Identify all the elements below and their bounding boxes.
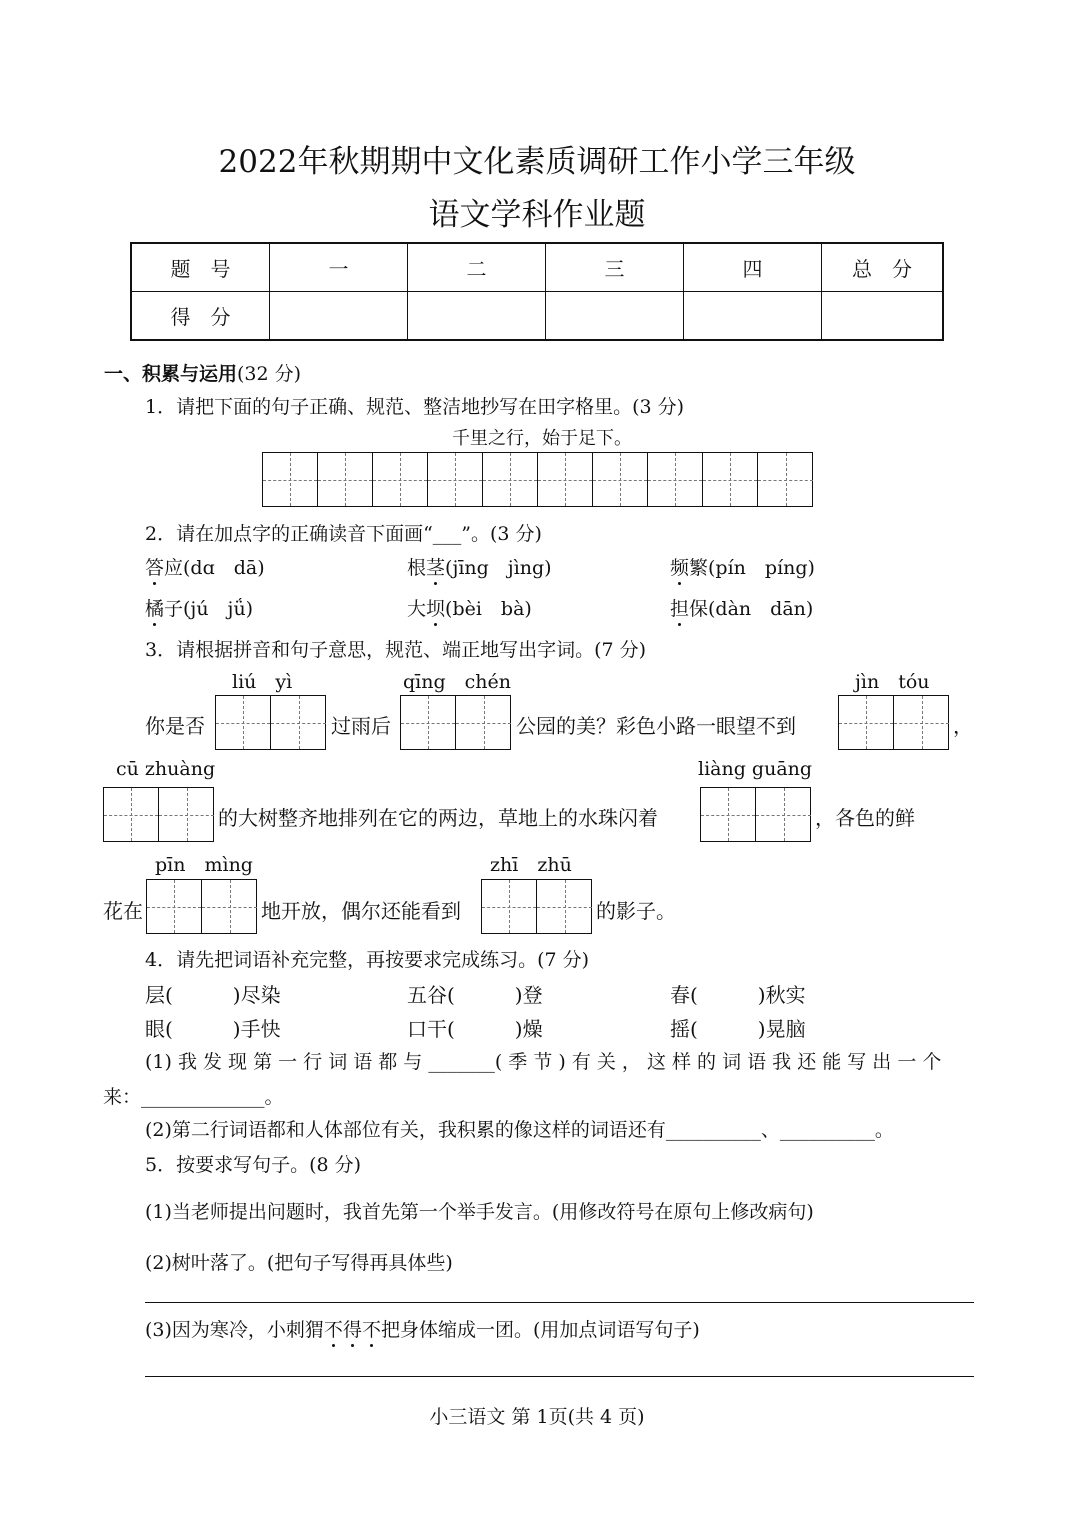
tianzige-cell[interactable]	[703, 453, 758, 506]
question-4-prompt: 4．请先把词语补充完整，再按要求完成练习。(7 分)	[145, 949, 590, 971]
idiom-fill-item[interactable]: 眼( )手快	[145, 1017, 281, 1041]
tianzige-cell[interactable]	[318, 453, 373, 506]
idiom-fill-item[interactable]: 摇( )晃脑	[670, 1017, 806, 1041]
tianzige-cell[interactable]	[216, 696, 271, 749]
dotted-char: 答	[145, 557, 165, 579]
pinyin-label: cū zhuàng	[116, 758, 216, 780]
idiom-fill-item[interactable]: 口干( )燥	[407, 1017, 543, 1041]
choice-pre: 根	[407, 557, 427, 579]
tianzige-cell[interactable]	[271, 696, 326, 749]
pinyin-label: liú yì	[232, 671, 293, 693]
question-5-sub2: (2)树叶落了。(把句子写得再具体些)	[145, 1252, 453, 1274]
choice-pre: 大	[407, 598, 427, 620]
tianzige-cell[interactable]	[147, 880, 202, 933]
choice-post: 繁(pín píng)	[689, 557, 815, 579]
sentence-segment: ，各色的鲜	[815, 806, 915, 830]
sentence-segment: 公园的美？彩色小路一眼望不到	[516, 714, 796, 738]
tianzige-cell[interactable]	[456, 696, 511, 749]
sentence-segment: 过雨后	[331, 714, 391, 738]
page-footer: 小三语文 第 1页(共 4 页)	[429, 1406, 645, 1428]
tianzige-cell[interactable]	[104, 788, 159, 841]
dotted-char: 不	[361, 1319, 381, 1341]
tianzige-cell[interactable]	[483, 453, 538, 506]
tianzige-cell[interactable]	[401, 696, 456, 749]
tianzige-cell[interactable]	[648, 453, 703, 506]
answer-grid-cuzhuang[interactable]	[103, 787, 214, 842]
tianzige-cell[interactable]	[593, 453, 648, 506]
sub3-post: 把身体缩成一团。(用加点词语写句子)	[380, 1319, 700, 1341]
answer-line[interactable]	[145, 1302, 974, 1303]
pinyin-choice-item[interactable]	[407, 553, 552, 580]
page-title-line1: 2022年秋期期中文化素质调研工作小学三年级	[218, 144, 856, 180]
choice-post: 子(jú jǘ)	[164, 598, 254, 620]
sentence-segment: 的大树整齐地排列在它的两边，草地上的水珠闪着	[218, 806, 658, 830]
question-5-prompt: 5．按要求写句子。(8 分)	[145, 1154, 362, 1176]
choice-post: 应(dɑ dā)	[164, 557, 265, 579]
idiom-fill-item[interactable]: 五谷( )登	[407, 983, 543, 1007]
question-1-prompt: 1．请把下面的句子正确、规范、整洁地抄写在田字格里。(3 分)	[145, 396, 685, 418]
tianzige-cell[interactable]	[373, 453, 428, 506]
pinyin-label: zhī zhū	[490, 854, 572, 876]
answer-grid-pinming[interactable]	[146, 879, 257, 934]
pinyin-choice-item[interactable]	[145, 553, 265, 580]
question-4-sub2[interactable]: (2)第二行词语都和人体部位有关，我积累的像这样的词语还有__________、__________。	[145, 1119, 894, 1141]
pinyin-label: pīn mìng	[155, 854, 253, 876]
tianzige-cell[interactable]	[538, 453, 593, 506]
tianzige-cell[interactable]	[202, 880, 257, 933]
pinyin-label: jìn tóu	[855, 671, 930, 693]
score-table-header-cell: 二	[408, 243, 546, 292]
copy-sentence: 千里之行，始于足下。	[452, 428, 632, 449]
score-table-label-cell: 得 分	[131, 292, 270, 341]
tianzige-cell[interactable]	[756, 788, 811, 841]
tianzige-grid-q1[interactable]	[262, 452, 813, 507]
dotted-char: 坝	[426, 598, 446, 620]
question-5-sub3	[145, 1315, 700, 1342]
tianzige-cell[interactable]	[839, 696, 894, 749]
section-heading-score: (32 分)	[237, 363, 302, 385]
score-table-header-row	[131, 243, 943, 292]
question-5-sub1: (1)当老师提出问题时，我首先第一个举手发言。(用修改符号在原句上修改病句)	[145, 1201, 814, 1223]
dotted-char: 不	[323, 1319, 343, 1341]
sub3-pre: (3)因为寒冷，小刺猬	[145, 1319, 324, 1341]
choice-post: (bèi bà)	[445, 598, 532, 620]
answer-grid-qingchen[interactable]	[400, 695, 511, 750]
dotted-char: 橘	[145, 598, 165, 620]
score-table-score-row	[131, 292, 943, 341]
pinyin-choice-item[interactable]	[670, 594, 813, 621]
tianzige-cell[interactable]	[482, 880, 537, 933]
tianzige-cell[interactable]	[263, 453, 318, 506]
pinyin-choice-item[interactable]	[145, 594, 253, 621]
score-table-header-cell: 总 分	[822, 243, 944, 292]
dotted-char: 茎	[426, 557, 446, 579]
pinyin-label: qīng chén	[403, 671, 511, 693]
idiom-fill-item[interactable]: 层( )尽染	[145, 983, 281, 1007]
score-table-header-cell: 一	[270, 243, 408, 292]
answer-grid-liuyi[interactable]	[215, 695, 326, 750]
tianzige-cell[interactable]	[701, 788, 756, 841]
answer-line[interactable]	[145, 1376, 974, 1377]
sentence-segment: 你是否	[145, 714, 205, 738]
score-cell[interactable]	[684, 292, 822, 341]
question-3-prompt: 3．请根据拼音和句子意思，规范、端正地写出字词。(7 分)	[145, 639, 647, 661]
dotted-char: 担	[670, 598, 690, 620]
question-4-sub1-cont[interactable]: 来：_____________。	[103, 1086, 284, 1108]
choice-post: (jīng jìng)	[445, 557, 552, 579]
score-cell[interactable]	[546, 292, 684, 341]
section-heading	[104, 359, 301, 386]
score-table-header-cell: 题 号	[131, 243, 270, 292]
dotted-char: 频	[670, 557, 690, 579]
tianzige-cell[interactable]	[758, 453, 813, 506]
question-2-prompt: 2．请在加点字的正确读音下面画“___”。(3 分)	[145, 523, 542, 545]
section-heading-label: 一、积累与运用	[104, 363, 238, 385]
answer-grid-zhizhu[interactable]	[481, 879, 592, 934]
tianzige-cell[interactable]	[428, 453, 483, 506]
choice-post: 保(dàn dān)	[689, 598, 814, 620]
sentence-segment: 的影子。	[596, 899, 676, 923]
page-title-line2: 语文学科作业题	[428, 197, 646, 233]
tianzige-cell[interactable]	[159, 788, 214, 841]
sentence-segment: 地开放，偶尔还能看到	[261, 899, 461, 923]
score-cell[interactable]	[822, 292, 944, 341]
sentence-segment: ，	[953, 714, 973, 738]
idiom-fill-item[interactable]: 春( )秋实	[670, 983, 806, 1007]
question-4-sub1[interactable]: (1) 我 发 现 第 一 行 词 语 都 与 _______( 季 节 ) 有 关 ， 这 样 的 词 语 我 还 能 写 出 一 个	[145, 1051, 942, 1073]
score-cell[interactable]	[408, 292, 546, 341]
dotted-char: 得	[342, 1319, 362, 1341]
tianzige-cell[interactable]	[537, 880, 592, 933]
score-table-header-cell: 三	[546, 243, 684, 292]
score-table-header-cell: 四	[684, 243, 822, 292]
pinyin-choice-item[interactable]	[670, 553, 815, 580]
answer-grid-lianguang[interactable]	[700, 787, 811, 842]
answer-grid-jintou[interactable]	[838, 695, 949, 750]
sentence-segment: 花在	[103, 899, 143, 923]
pinyin-choice-item[interactable]	[407, 594, 532, 621]
pinyin-label: liàng guāng	[698, 758, 813, 780]
tianzige-cell[interactable]	[894, 696, 949, 749]
score-table	[130, 242, 944, 341]
score-cell[interactable]	[270, 292, 408, 341]
